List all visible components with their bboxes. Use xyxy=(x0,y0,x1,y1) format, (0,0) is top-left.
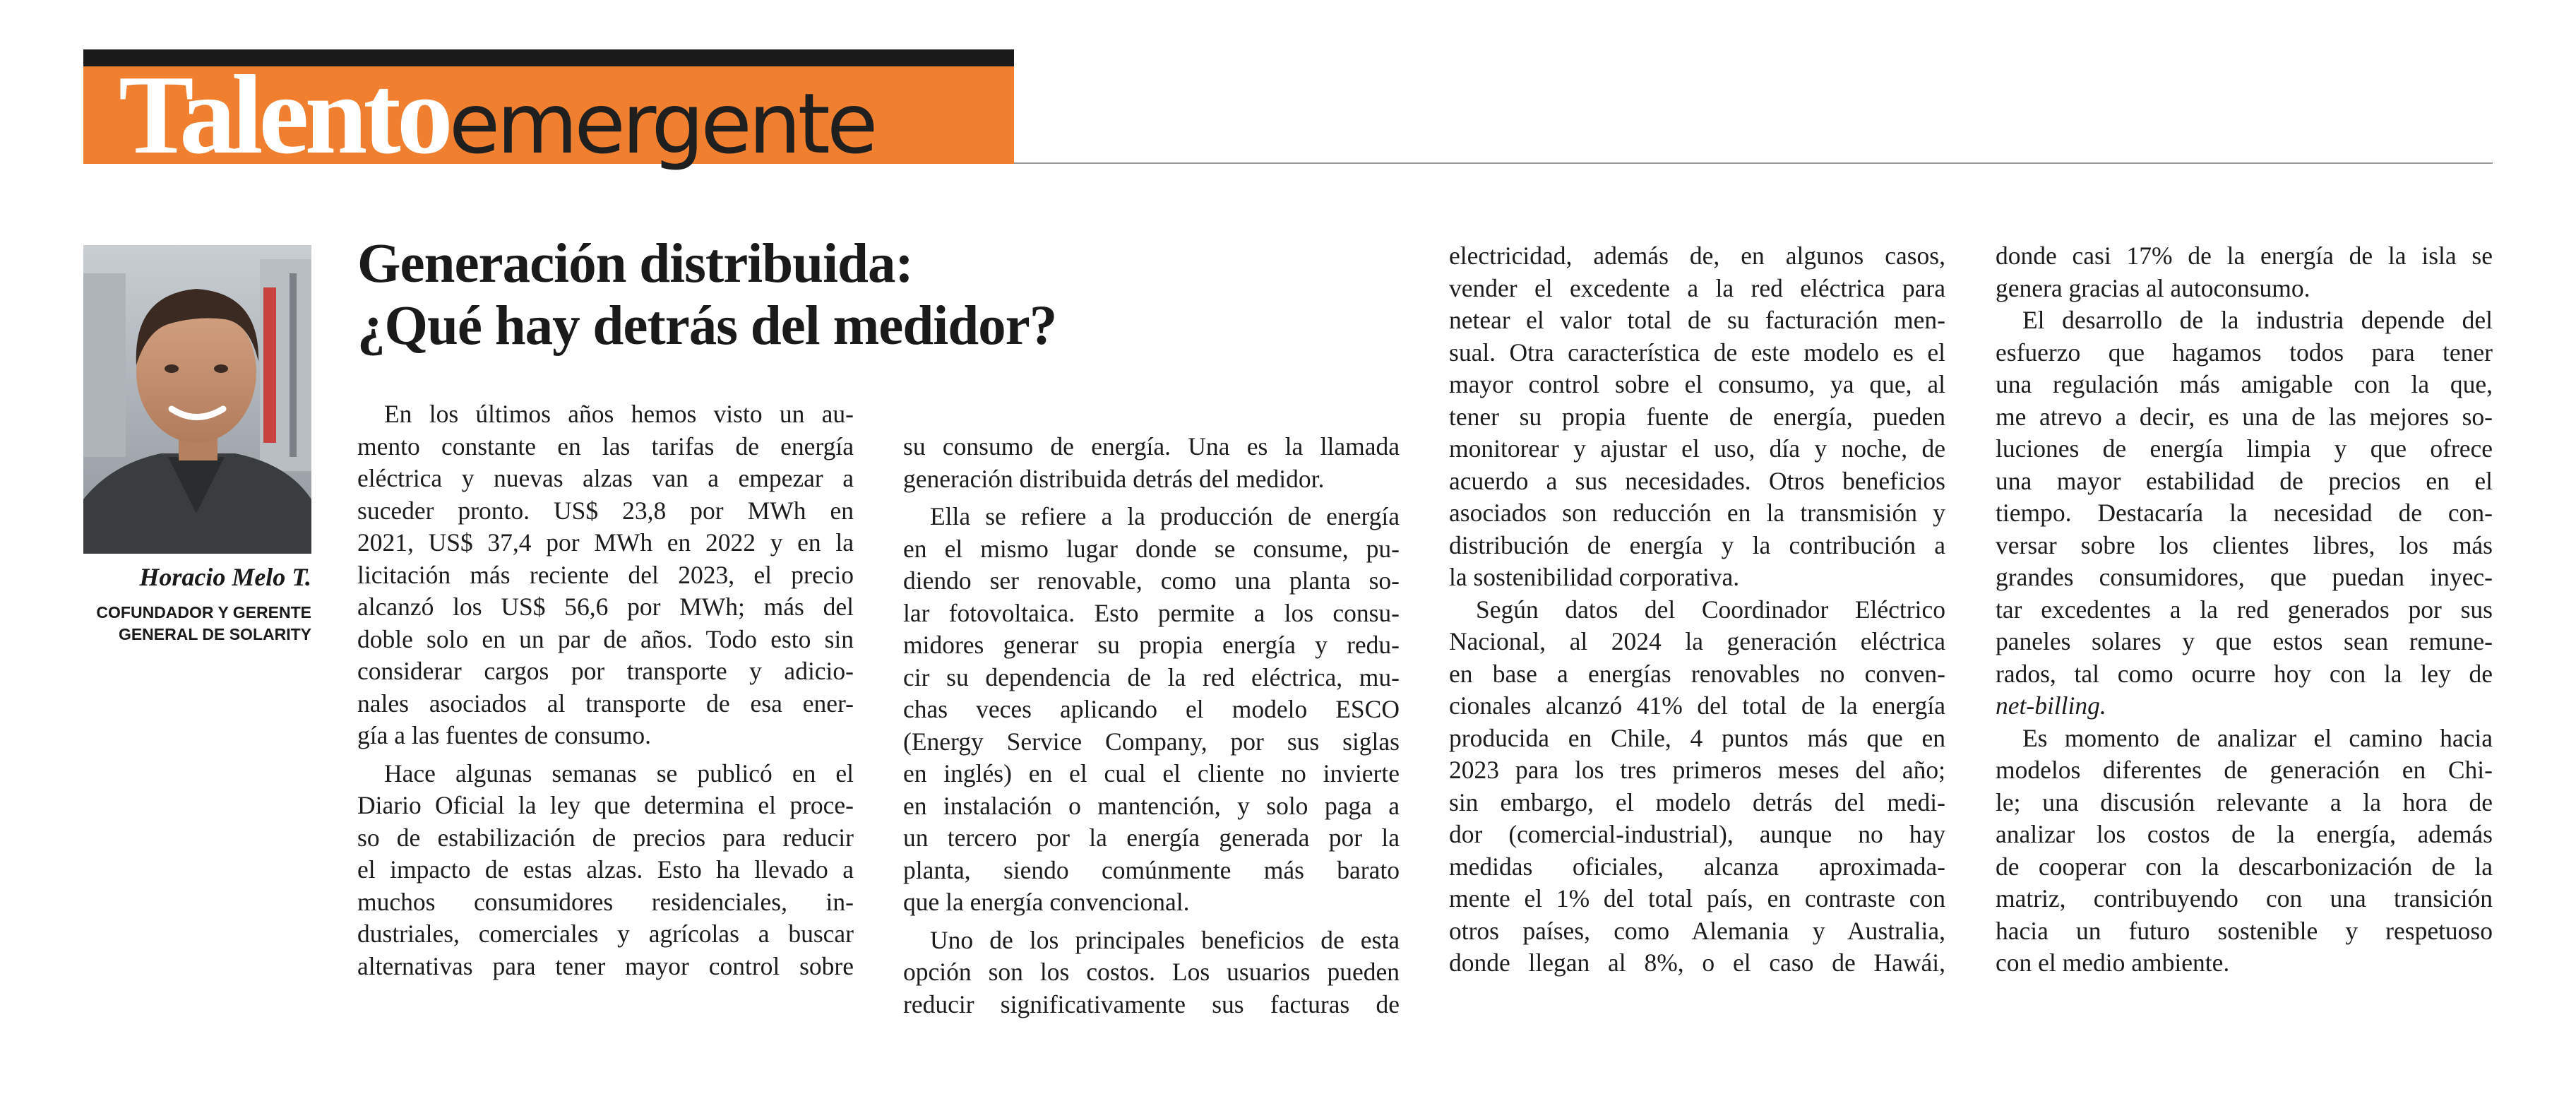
text-line: considerar cargos por transporte y adicio- xyxy=(357,657,854,685)
text-line: en instalación o mantención, y solo paga a xyxy=(903,791,1400,820)
text-line: Nacional, al 2024 la generación eléctrica xyxy=(1449,627,1945,655)
text-line: licitación más reciente del 2023, el precio xyxy=(357,560,854,589)
text-line: Uno de los principales beneficios de esta xyxy=(930,925,1400,954)
text-line: midores generar su propia energía y redu- xyxy=(903,631,1400,659)
text-line: un tercero por la energía generada por la xyxy=(903,823,1400,852)
text-line: esfuerzo que hagamos todos para tener xyxy=(1996,338,2493,367)
body-column-3 xyxy=(1449,240,1945,980)
text-line: con el medio ambiente. xyxy=(1996,948,2230,977)
author-role-line2: GENERAL DE SOLARITY xyxy=(118,625,311,643)
text-line: gía a las fuentes de consumo. xyxy=(357,721,652,749)
text-line: dor (comercial-industrial), aunque no hay xyxy=(1449,820,1945,848)
section-title xyxy=(119,52,875,177)
text-line xyxy=(1996,690,2493,722)
text-line: matriz, contribuyendo con una transición xyxy=(1996,884,2493,912)
text-line: genera gracias al autoconsumo. xyxy=(1996,273,2310,302)
text-line: luciones de energía limpia y que ofrece xyxy=(1996,434,2493,463)
text-line: dustriales, comerciales y agrícolas a buscar xyxy=(357,920,854,948)
text-line: sin embargo, el modelo detrás del medi- xyxy=(1449,787,1945,816)
text-line: electricidad, además de, en algunos casos, xyxy=(1449,242,1945,270)
text-line: muchos consumidores residenciales, in- xyxy=(357,887,854,916)
text-line: donde llegan al 8%, o el caso de Hawái, xyxy=(1449,948,1945,977)
text-line: eléctrica y nuevas alzas van a empezar a xyxy=(357,464,854,492)
author-role-line1: COFUNDADOR Y GERENTE xyxy=(96,603,311,622)
text-line: 2023 para los tres primeros meses del año; xyxy=(1449,756,1945,784)
text-line: tener su propia fuente de energía, pueden xyxy=(1449,402,1945,431)
section-title-emergente: emergente xyxy=(448,75,875,172)
text-line: otros países, como Alemania y Australia, xyxy=(1449,916,1945,945)
text-line: en el mismo lugar donde se consume, pu- xyxy=(903,534,1400,563)
portrait-illustration xyxy=(83,245,311,554)
author-name: Horacio Melo T. xyxy=(139,563,311,591)
text-line: Es momento de analizar el camino hacia xyxy=(2022,723,2493,752)
text-line: 2021, US$ 37,4 por MWh en 2022 y en la xyxy=(357,528,854,557)
text-line: modelos diferentes de generación en Chi- xyxy=(1996,756,2493,784)
text-line: Ella se refiere a la producción de energía xyxy=(930,502,1400,530)
text-line: la sostenibilidad corporativa. xyxy=(1449,563,1740,591)
text-line: de cooperar con la descarbonización de la xyxy=(1996,852,2493,881)
text-line: cir su dependencia de la red eléctrica, mu- xyxy=(903,662,1400,691)
text-line: mente el 1% del total país, en contraste con xyxy=(1449,884,1945,912)
net-billing-term: net-billing. xyxy=(1996,691,2106,720)
text-line: (Energy Service Company, por sus siglas xyxy=(903,727,1400,756)
text-line: planta, siendo comúnmente más barato xyxy=(903,855,1400,884)
text-line: paneles solares y que estos sean remune- xyxy=(1996,627,2493,655)
text-line: acuerdo a sus necesidades. Otros beneficios xyxy=(1449,466,1945,495)
text-line: producida en Chile, 4 puntos más que en xyxy=(1449,723,1945,752)
text-line: el impacto de estas alzas. Esto ha llevado a xyxy=(357,855,854,884)
text-line: mayor control sobre el consumo, ya que, al xyxy=(1449,370,1945,398)
text-line: analizar los costos de la energía, además xyxy=(1996,820,2493,848)
text-line: una mayor estabilidad de precios en el xyxy=(1996,466,2493,495)
text-line: sual. Otra característica de este modelo es el xyxy=(1449,338,1945,367)
header-rule xyxy=(1014,162,2493,164)
text-line: vender el excedente a la red eléctrica para xyxy=(1449,273,1945,302)
body-column-2 xyxy=(903,431,1400,1021)
text-line: Hace algunas semanas se publicó en el xyxy=(384,759,854,787)
text-line: lar fotovoltaica. Esto permite a los consu- xyxy=(903,598,1400,627)
body-column-1 xyxy=(357,398,854,982)
text-line: monitorear y ajustar el uso, día y noche, de xyxy=(1449,434,1945,463)
section-title-talento: Talento xyxy=(119,52,449,177)
text-line: me atrevo a decir, es una de las mejores so- xyxy=(1996,402,2493,431)
text-line: chas veces aplicando el modelo ESCO xyxy=(903,695,1400,723)
article-headline xyxy=(357,233,1381,357)
text-line: Según datos del Coordinador Eléctrico xyxy=(1476,595,1945,624)
text-line: mento constante en las tarifas de energía xyxy=(357,432,854,460)
author-photo xyxy=(83,245,311,554)
text-line: asociados son reducción en la transmisión y xyxy=(1449,499,1945,527)
text-line: doble solo en un par de años. Todo esto sin xyxy=(357,624,854,653)
text-line: donde casi 17% de la energía de la isla se xyxy=(1996,242,2493,270)
text-line: netear el valor total de su facturación men- xyxy=(1449,306,1945,334)
text-line: nales asociados al transporte de esa ener- xyxy=(357,689,854,718)
text-line: Diario Oficial la ley que determina el proce- xyxy=(357,791,854,819)
text-line: suceder pronto. US$ 23,8 por MWh en xyxy=(357,496,854,525)
text-line: generación distribuida detrás del medidor. xyxy=(903,464,1325,493)
text-line: su consumo de energía. Una es la llamada xyxy=(903,432,1400,460)
author-role xyxy=(83,602,311,646)
text-line: rados, tal como ocurre hoy con la ley de xyxy=(1996,659,2493,688)
text-line: cionales alcanzó 41% del total de la energía xyxy=(1449,691,1945,720)
text-line: En los últimos años hemos visto un au- xyxy=(384,400,854,428)
text-line: distribución de energía y la contribución a xyxy=(1449,530,1945,559)
body-column-4 xyxy=(1996,240,2493,980)
text-line: tar excedentes a la red generados por sus xyxy=(1996,595,2493,624)
text-line: alternativas para tener mayor control sobre xyxy=(357,951,854,980)
text-line: so de estabilización de precios para reducir xyxy=(357,823,854,852)
text-line: en base a energías renovables no conven- xyxy=(1449,659,1945,688)
text-line: hacia un futuro sostenible y respetuoso xyxy=(1996,916,2493,945)
text-line: diendo ser renovable, como una planta so- xyxy=(903,566,1400,595)
headline-line1: Generación distribuida: xyxy=(357,233,913,295)
text-line: que la energía convencional. xyxy=(903,888,1190,916)
text-line: alcanzó los US$ 56,6 por MWh; más del xyxy=(357,593,854,621)
text-line: una regulación más amigable con la que, xyxy=(1996,370,2493,398)
text-line: reducir significativamente sus facturas de xyxy=(903,989,1400,1018)
text-line: le; una discusión relevante a la hora de xyxy=(1996,787,2493,816)
text-line: grandes consumidores, que puedan inyec- xyxy=(1996,563,2493,591)
text-line: tiempo. Destacaría la necesidad de con- xyxy=(1996,499,2493,527)
text-line: El desarrollo de la industria depende del xyxy=(2022,306,2493,334)
text-line: en inglés) en el cual el cliente no invierte xyxy=(903,759,1400,787)
headline-line2: ¿Qué hay detrás del medidor? xyxy=(357,295,1057,357)
text-line: opción son los costos. Los usuarios pueden xyxy=(903,958,1400,986)
text-line: medidas oficiales, alcanza aproximada- xyxy=(1449,852,1945,881)
text-line: versar sobre los clientes libres, los más xyxy=(1996,530,2493,559)
